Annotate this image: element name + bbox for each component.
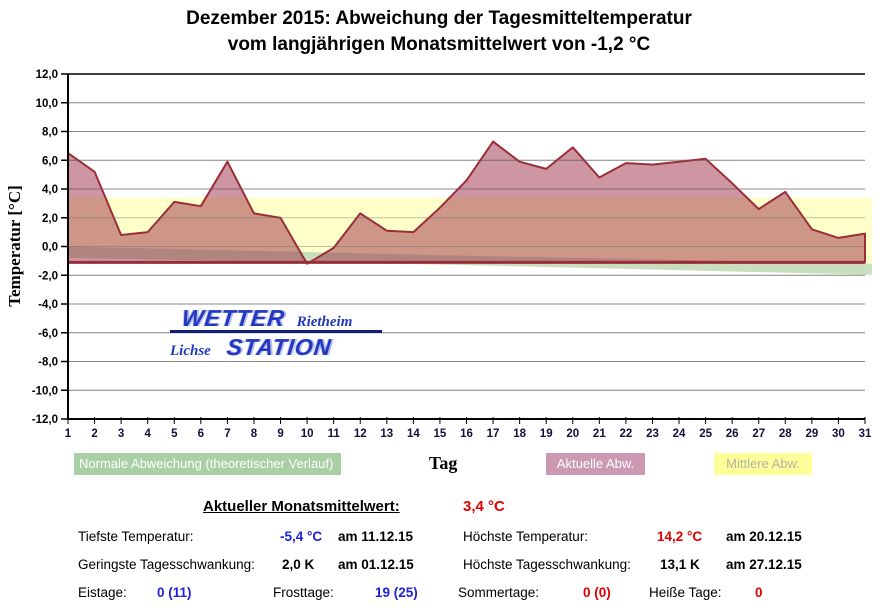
heisse-tage-label: Heiße Tage: bbox=[649, 585, 722, 600]
y-axis-title: Temperatur [°C] bbox=[5, 185, 24, 307]
legend-mittlere-abweichung: Mittlere Abw. bbox=[714, 453, 812, 475]
monatsmittel-label: Aktueller Monatsmittelwert: bbox=[203, 498, 400, 515]
x-tick-label: 30 bbox=[832, 428, 845, 440]
y-tick-label: 12,0 bbox=[35, 69, 58, 81]
y-tick-label: 10,0 bbox=[35, 97, 58, 110]
y-tick-label: 4,0 bbox=[42, 184, 58, 196]
x-tick-label: 12 bbox=[353, 428, 367, 440]
x-tick-label: 20 bbox=[566, 428, 580, 440]
y-tick-label: -4,0 bbox=[38, 299, 58, 311]
sommertage-value: 0 (0) bbox=[583, 585, 611, 600]
x-tick-label: 28 bbox=[778, 428, 792, 440]
legend-normale-abweichung: Normale Abweichung (theoretischer Verlauf) bbox=[74, 453, 341, 475]
x-tick-label: 11 bbox=[327, 428, 340, 440]
eistage-label: Eistage: bbox=[78, 585, 127, 600]
y-tick-label: -10,0 bbox=[31, 385, 58, 398]
x-tick-label: 1 bbox=[64, 428, 72, 440]
x-tick-label: 13 bbox=[380, 428, 394, 440]
y-tick-label: -2,0 bbox=[38, 270, 58, 283]
logo-lichse-text: Lichse bbox=[170, 343, 211, 359]
x-tick-label: 26 bbox=[725, 428, 739, 440]
geringste-schwankung-date: am 01.12.15 bbox=[338, 557, 414, 572]
frosttage-value: 19 (25) bbox=[375, 585, 418, 600]
frosttage-label: Frosttage: bbox=[273, 585, 334, 600]
y-tick-label: 6,0 bbox=[42, 155, 58, 168]
legend-aktuelle-abweichung: Aktuelle Abw. bbox=[546, 453, 645, 475]
geringste-schwankung-label: Geringste Tagesschwankung: bbox=[78, 557, 255, 572]
y-tick-label: 2,0 bbox=[42, 212, 58, 225]
x-tick-label: 10 bbox=[300, 428, 314, 440]
tiefste-temperatur-value: -5,4 °C bbox=[280, 529, 323, 544]
x-tick-label: 23 bbox=[646, 428, 659, 440]
y-tick-label: -6,0 bbox=[38, 327, 58, 340]
logo-row-bottom bbox=[170, 333, 382, 361]
logo-wetter-text: WETTER bbox=[180, 305, 287, 331]
x-tick-label: 29 bbox=[805, 428, 819, 440]
hoechste-schwankung-value: 13,1 K bbox=[660, 557, 700, 572]
x-tick-label: 4 bbox=[144, 428, 151, 440]
x-tick-label: 31 bbox=[858, 428, 872, 440]
chart-title-line1: Dezember 2015: Abweichung der Tagesmitteltemperatur bbox=[186, 8, 692, 29]
tiefste-temperatur-label: Tiefste Temperatur: bbox=[78, 529, 194, 544]
x-tick-label: 18 bbox=[513, 428, 527, 440]
geringste-schwankung-value: 2,0 K bbox=[282, 557, 315, 572]
hoechste-schwankung-label: Höchste Tagesschwankung: bbox=[463, 557, 631, 572]
hoechste-temperatur-label: Höchste Temperatur: bbox=[463, 529, 589, 544]
heisse-tage-value: 0 bbox=[755, 585, 763, 600]
x-tick-label: 21 bbox=[592, 428, 606, 440]
y-tick-label: -8,0 bbox=[38, 356, 58, 369]
x-tick-label: 17 bbox=[486, 428, 500, 440]
wetterstation-logo bbox=[170, 304, 382, 361]
x-tick-label: 9 bbox=[277, 428, 284, 440]
logo-row-top bbox=[170, 304, 382, 332]
x-tick-label: 16 bbox=[460, 428, 473, 440]
x-tick-label: 5 bbox=[171, 428, 178, 440]
x-tick-label: 8 bbox=[250, 428, 258, 440]
tiefste-temperatur-date: am 11.12.15 bbox=[338, 529, 414, 544]
hoechste-schwankung-date: am 27.12.15 bbox=[726, 557, 802, 572]
chart-title-line2: vom langjährigen Monatsmittelwert von -1,2 °C bbox=[227, 34, 651, 55]
x-tick-label: 19 bbox=[539, 428, 553, 440]
x-tick-label: 25 bbox=[699, 428, 712, 440]
x-tick-label: 24 bbox=[672, 428, 686, 440]
monatsmittel-value: 3,4 °C bbox=[463, 498, 505, 515]
x-tick-label: 14 bbox=[406, 428, 420, 440]
hoechste-temperatur-value: 14,2 °C bbox=[657, 529, 703, 544]
logo-rietheim-text: Rietheim bbox=[296, 314, 353, 330]
x-tick-label: 6 bbox=[197, 428, 205, 440]
y-tick-label: 0,0 bbox=[42, 241, 58, 254]
x-tick-label: 27 bbox=[752, 428, 766, 440]
y-tick-label: -12,0 bbox=[31, 414, 58, 426]
x-tick-label: 22 bbox=[619, 428, 633, 440]
sommertage-label: Sommertage: bbox=[458, 585, 540, 600]
y-tick-label: 8,0 bbox=[42, 126, 58, 139]
x-axis-title: Tag bbox=[429, 453, 458, 473]
x-tick-label: 7 bbox=[224, 428, 231, 440]
x-tick-label: 2 bbox=[91, 428, 98, 440]
hoechste-temperatur-date: am 20.12.15 bbox=[726, 529, 802, 544]
logo-station-text: STATION bbox=[225, 334, 334, 360]
x-tick-label: 15 bbox=[433, 428, 447, 440]
eistage-value: 0 (11) bbox=[157, 585, 192, 600]
x-tick-label: 3 bbox=[117, 428, 125, 440]
